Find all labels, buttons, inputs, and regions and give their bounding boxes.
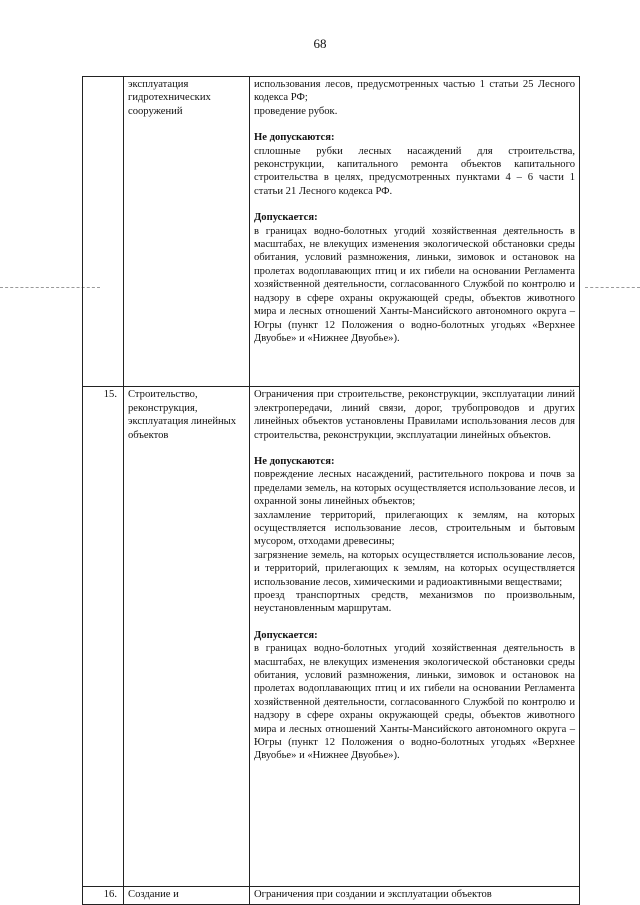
intro-paragraph: Ограничения при создании и эксплуатации объектов [254, 888, 492, 900]
restrictions-cell [250, 886, 580, 904]
row-number: 15. [83, 387, 124, 887]
activity-cell: Создание и [124, 886, 250, 904]
table-row [83, 77, 580, 387]
intro-paragraph: использования лесов, предусмотренных частью 1 статьи 25 Лесного кодекса РФ; [254, 79, 575, 104]
allowed-heading: Допускается: [254, 629, 318, 641]
allowed-paragraph: в границах водно-болотных угодий хозяйственная деятельность в масштабах, не влекущих изменения экологической обстановки среды обитания, условий размножения, линьки, зимовок и остановок на пролетах водоплавающих птиц и их гибели на основании Регламента хозяйственной деятельности, согласованного Службой по контролю и надзору в сфере охраны окружающей среды, объектов животного мира и лесных отношений Ханты-Мансийского автономного округа – Югры (пункт 12 Положения о водно-болотных угодьях «Верхнее Двуобье» и «Нижнее Двуобье»). [254, 643, 575, 762]
not-allowed-item: проезд транспортных средств, механизмов по произвольным, неустановленным маршрутам. [254, 590, 575, 615]
activity-cell: Строительство, реконструкция, эксплуатация линейных объектов [124, 387, 250, 887]
regulations-table [82, 76, 580, 905]
not-allowed-heading: Не допускаются: [254, 132, 335, 144]
activity-cell: эксплуатация гидротехнических сооружений [124, 77, 250, 387]
not-allowed-item: захламление территорий, прилегающих к землям, на которых осуществляется использование лесов, строительным и бытовым мусором, отходами древесины; [254, 509, 575, 548]
row-number: 16. [83, 886, 124, 904]
allowed-heading: Допускается: [254, 212, 318, 224]
not-allowed-item: повреждение лесных насаждений, растительного покрова и почв за пределами земель, на которых осуществляется использование лесов, и охранной зоны линейных объектов; [254, 469, 575, 508]
not-allowed-item: загрязнение земель, на которых осуществляется использование лесов, и территорий, прилегающих к землям, на которых осуществляется использование лесов, химическими и радиоактивными веществами; [254, 549, 575, 588]
table-row [83, 387, 580, 887]
intro-paragraph: Ограничения при строительстве, реконструкции, эксплуатации линий электропередачи, линий связи, дорог, трубопроводов и других линейных объектов установлены Правилами использования лесов для строительства, реконструкции, эксплуатации линейных объектов. [254, 389, 575, 441]
allowed-paragraph: в границах водно-болотных угодий хозяйственная деятельность в масштабах, не влекущих изменения экологической обстановки среды обитания, условий размножения, линьки, зимовок и остановок на пролетах водоплавающих птиц и их гибели на основании Регламента хозяйственной деятельности, согласованного Службой по контролю и надзору в сфере охраны окружающей среды, объектов животного мира и лесных отношений Ханты-Мансийского автономного округа – Югры (пункт 12 Положения о водно-болотных угодьях «Верхнее Двуобье» и «Нижнее Двуобье»). [254, 225, 575, 344]
row-number [83, 77, 124, 387]
page-number: 68 [313, 36, 327, 51]
restrictions-cell [250, 77, 580, 387]
not-allowed-heading: Не допускаются: [254, 455, 335, 467]
restrictions-cell [250, 387, 580, 887]
scan-artifact-line [585, 287, 640, 288]
table-row [83, 886, 580, 904]
intro-paragraph: проведение рубок. [254, 105, 338, 117]
not-allowed-item: сплошные рубки лесных насаждений для строительства, реконструкции, капитального ремонта объектов капитального строительства в целях, предусмотренных пунктами 4 – 6 части 1 статьи 21 Лесного кодекса РФ. [254, 145, 575, 197]
